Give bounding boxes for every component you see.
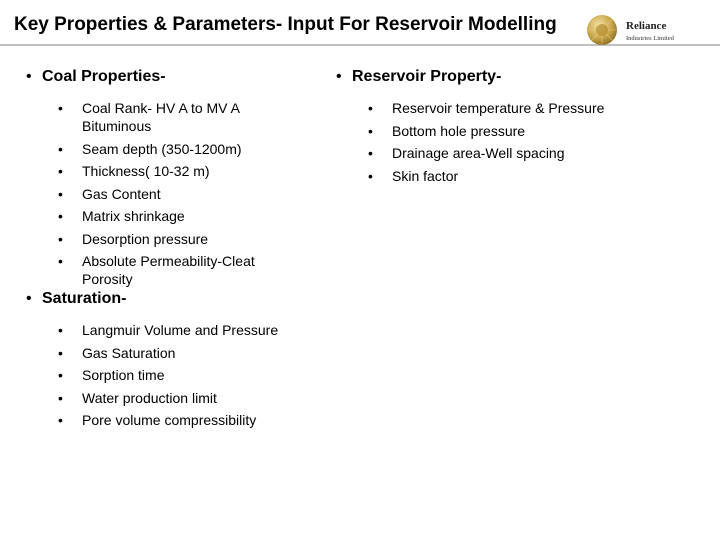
reliance-emblem-icon [586,14,618,46]
saturation-list [58,321,326,429]
logo-wordmark: Reliance [626,20,667,32]
list-item: • Thickness( 10-32 m) [58,162,296,180]
reservoir-property-heading: • Reservoir Property- [336,67,676,87]
list-item: • Skin factor [368,167,676,185]
list-item: • Gas Saturation [58,344,326,362]
saturation-section [26,289,326,434]
page-title: Key Properties & Parameters- Input For Reservoir Modelling [14,14,557,35]
list-item: • Langmuir Volume and Pressure [58,321,326,339]
coal-properties-section [26,67,296,293]
list-item: • Drainage area-Well spacing [368,144,676,162]
list-item: • Bottom hole pressure [368,122,676,140]
list-item: • Gas Content [58,185,296,203]
reservoir-property-section [336,67,676,189]
saturation-heading: • Saturation- [26,289,326,309]
list-item: • Matrix shrinkage [58,207,296,225]
reservoir-property-list [368,99,676,185]
list-item: • Sorption time [58,366,326,384]
list-item: • Seam depth (350-1200m) [58,140,296,158]
list-item: • Desorption pressure [58,230,296,248]
coal-properties-heading: • Coal Properties- [26,67,296,87]
list-item: • Reservoir temperature & Pressure [368,99,676,117]
list-item: • Water production limit [58,389,326,407]
company-logo [586,14,706,48]
list-item: • Coal Rank- HV A to MV A Bituminous [58,99,296,135]
coal-properties-list [58,99,296,288]
list-item: • Absolute Permeability-Cleat Porosity [58,252,296,288]
list-item: • Pore volume compressibility [58,411,326,429]
logo-subtitle: Industries Limited [626,35,674,42]
